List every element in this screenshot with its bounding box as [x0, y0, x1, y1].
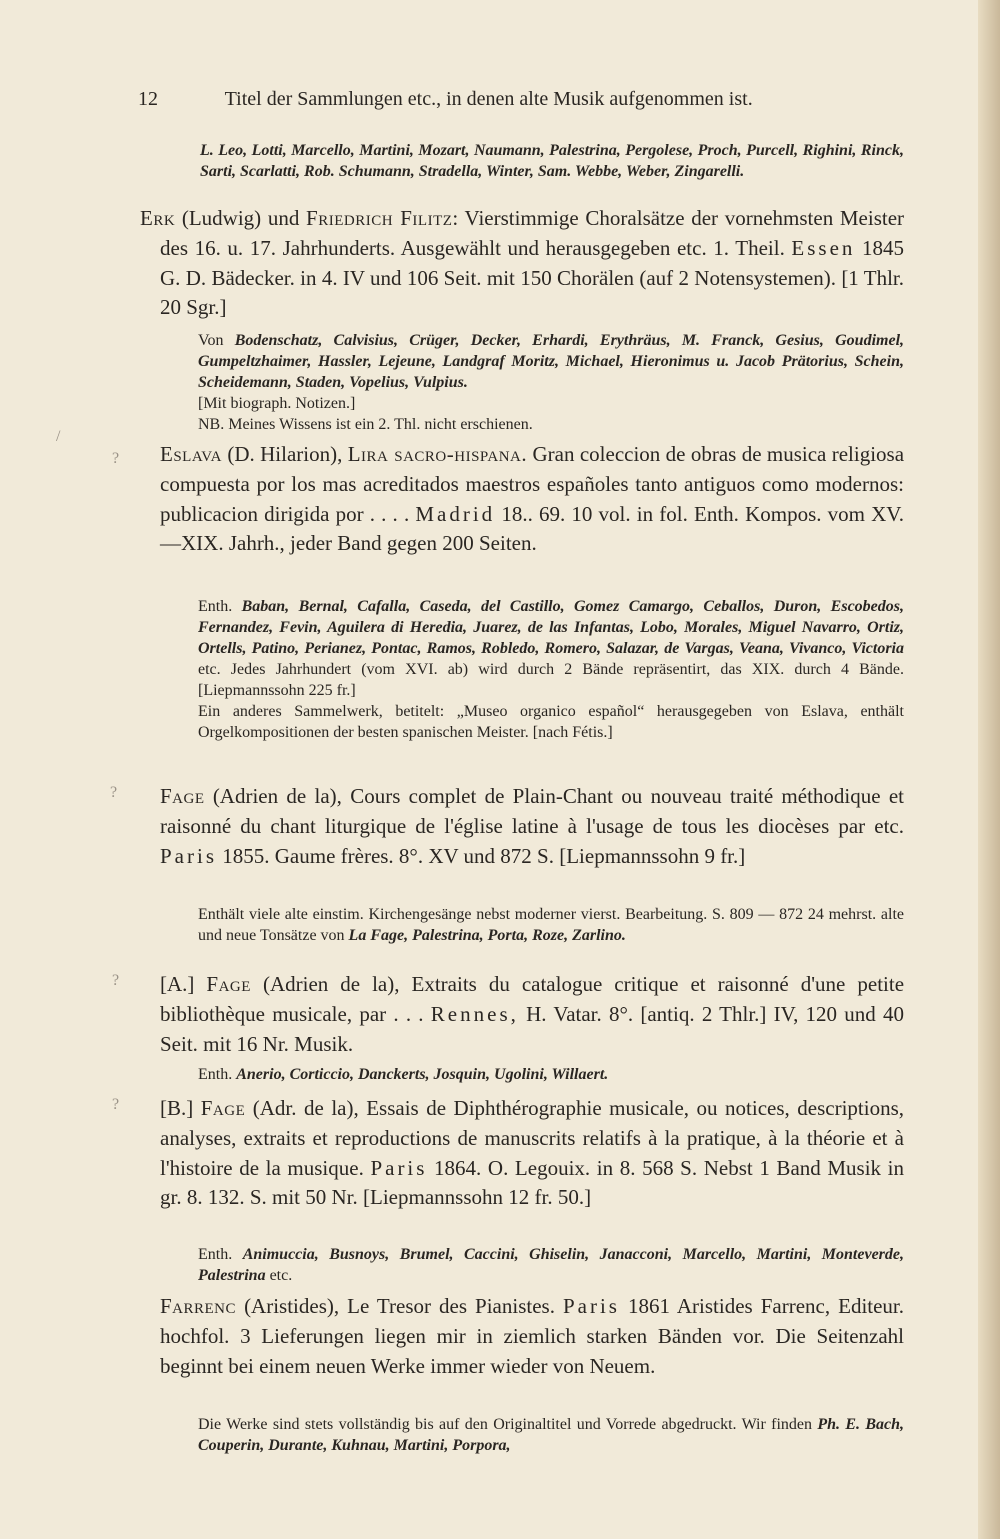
margin-mark: ? [110, 784, 118, 801]
entry-farrenc: Farrenc (Aristides), Le Tresor des Pianistes. Paris 1861 Aristides Farrenc, Editeur. hochfol. 3 Lieferungen liegen mir in ziemlich starken Bänden vor. Die Seitenzahl beginnt bei einem neuen Werke immer wieder von Neuem. [160, 1294, 905, 1378]
page-number: 12 [138, 88, 158, 110]
page-edge [978, 0, 1000, 1539]
entry-author: Fage [206, 972, 251, 996]
margin-mark: ? [112, 1096, 120, 1113]
entry-fage-cours-note: Enthält viele alte einstim. Kirchengesänge nebst moderner vierst. Bearbeitung. S. 809 — 872 24 mehrst. alte und neue Tonsätze von La Fage, Palestrina, Porta, Roze, Zarlino. [198, 906, 904, 944]
margin-mark: ? [112, 450, 120, 467]
entry-fage-essais: [B.] Fage (Adr. de la), Essais de Diphthérographie musicale, ou notices, descriptions, analyses, extraits et reproductions de manuscrits relatifs à la pratique, à la théorie et à l'histoire de la musique. Paris 1864. O. Legouix. in 8. 568 S. Nebst 1 Band Musik in gr. 8. 132. S. mit 50 Nr. [Liepmannssohn 12 fr. 50.] [160, 1096, 904, 1210]
margin-mark: / [56, 428, 61, 445]
running-title: Titel der Sammlungen etc., in denen alte Musik aufgenommen ist. [224, 88, 753, 110]
entry-farrenc-note: Die Werke sind stets vollständig bis auf den Originaltitel und Vorrede abgedruckt. Wir finden Ph. E. Bach, Couperin, Durante, Kuhnau, Martini, Porpora, [198, 1416, 904, 1454]
entry-author: Erk [140, 206, 176, 230]
entry-eslava-note: Enth. Baban, Bernal, Cafalla, Caseda, del Castillo, Gomez Camargo, Ceballos, Duron, Escobedos, Fernandez, Fevin, Aguilera di Heredia, Juarez, de las Infantas, Lobo, Morales, Miguel Navarro, Ortiz, Ortells, Patino, Perianez, Pontac, Ramos, Robledo, Romero, Salazar, de Vargas, Veana, Vivanco, Victoria etc. Jedes Jahrhundert (vom XVI. ab) wird durch 2 Bände repräsentirt, das XIX. durch 4 Bände. [Liepmannssohn 225 fr.] Ein anderes Sammelwerk, betitelt: „Museo organico español“ herausgegeben von Eslava, enthält Orgelkompositionen der besten spanischen Meister. [nach Fétis.] [198, 598, 905, 741]
entry-author: Fage [200, 1096, 246, 1120]
entry-erk-note: Von Bodenschatz, Calvisius, Crüger, Decker, Erhardi, Erythräus, M. Franck, Gesius, Goudimel, Gumpeltzhaimer, Hassler, Lejeune, Landgraf Moritz, Michael, Hieronimus u. Jacob Prätorius, Schein, Scheidemann, Staden, Vopelius, Vulpius. [Mit biograph. Notizen.] NB. Meines Wissens ist ein 2. Thl. nicht erschienen. [198, 332, 905, 433]
continued-note: L. Leo, Lotti, Marcello, Martini, Mozart, Naumann, Palestrina, Pergolese, Proch, Purcell, Righini, Rinck, Sarti, Scarlatti, Rob. Schumann, Stradella, Winter, Sam. Webbe, Weber, Zingarelli. [200, 142, 904, 180]
entry-fage-extraits: [A.] Fage (Adrien de la), Extraits du catalogue critique et raisonné d'une petite bibliothèque musicale, par . . . Rennes, H. Vatar. 8°. [antiq. 2 Thlr.] IV, 120 und 40 Seit. mit 16 Nr. Musik. [160, 972, 905, 1056]
entry-author: Fage [160, 784, 205, 808]
entry-fage-essais-note: Enth. Animuccia, Busnoys, Brumel, Caccini, Ghiselin, Janacconi, Marcello, Martini, Monteverde, Palestrina etc. [198, 1246, 905, 1284]
entry-author: Farrenc [160, 1294, 237, 1318]
entry-author: Eslava [160, 442, 222, 466]
entry-erk: Erk (Ludwig) und Friedrich Filitz: Vierstimmige Choralsätze der vornehmsten Meister des 16. u. 17. Jahrhunderts. Ausgewählt und herausgegeben etc. 1. Theil. Essen 1845 G. D. Bädecker. in 4. IV und 106 Seit. mit 150 Chorälen (auf 2 Notensystemen). [1 Thlr. 20 Sgr.] [140, 206, 905, 320]
entry-eslava: Eslava (D. Hilarion), Lira sacro-hispana. Gran coleccion de obras de musica religiosa compuesta por los mas acreditados maestros españoles tanto antiguos como modernos: publicacion dirigida por . . . . Madrid 18.. 69. 10 vol. in fol. Enth. Kompos. vom XV.—XIX. Jahrh., jeder Band gegen 200 Seiten. [160, 442, 905, 556]
margin-mark: ? [112, 972, 120, 989]
entry-fage-extraits-note: Enth. Anerio, Corticcio, Danckerts, Josquin, Ugolini, Willaert. [198, 1066, 609, 1083]
entry-fage-cours: Fage (Adrien de la), Cours complet de Plain-Chant ou nouveau traité méthodique et raisonné du chant liturgique de l'église latine à l'usage de tous les diocèses par etc. Paris 1855. Gaume frères. 8°. XV und 872 S. [Liepmannssohn 9 fr.] [160, 784, 905, 868]
running-header [138, 88, 918, 111]
